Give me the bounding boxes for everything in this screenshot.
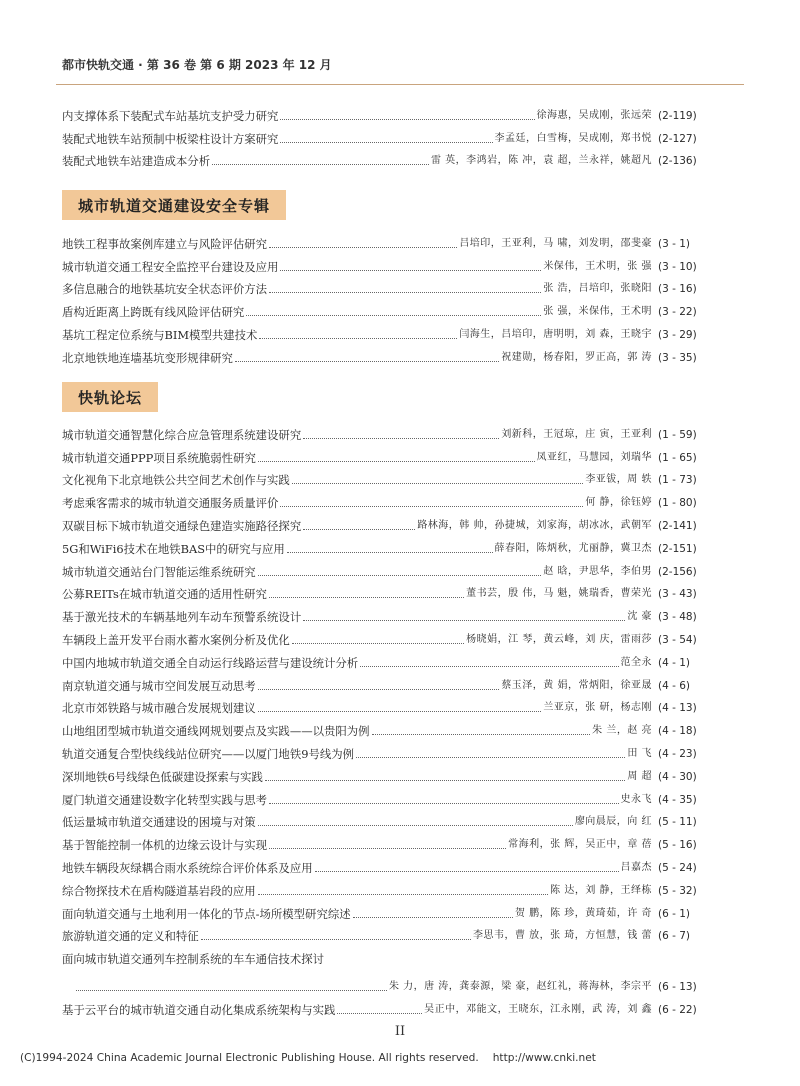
- entry-page: (5 - 32): [658, 884, 697, 897]
- dot-leader: [265, 780, 625, 781]
- dot-leader: [269, 848, 506, 849]
- entry-authors: 张 强，米保伟，王术明: [543, 306, 652, 318]
- dot-leader: [269, 803, 618, 804]
- toc-entry[interactable]: [62, 442, 716, 465]
- entry-authors: 朱 兰，赵 亮: [592, 725, 652, 737]
- dot-leader: [303, 620, 625, 621]
- entry-authors: 路林海，韩 帅，孙捷城，刘家海，胡冰冰，武朝军: [417, 519, 652, 531]
- dot-leader: [258, 711, 542, 712]
- dot-leader: [259, 338, 457, 339]
- dot-leader: [372, 734, 591, 735]
- entry-authors: 吴正中，邓能文，王晓东，江永刚，武 涛，刘 鑫: [424, 1003, 652, 1015]
- entry-authors: 董书芸，殷 伟，马 魁，姚瑞香，曹荣光: [466, 588, 652, 600]
- entry-page: (3 - 22): [658, 306, 697, 319]
- entry-page: (1 - 59): [658, 428, 697, 441]
- entry-title: 文化视角下北京地铁公共空间艺术创作与实践: [62, 473, 290, 488]
- toc-entry[interactable]: [62, 807, 716, 830]
- dot-leader: [258, 825, 573, 826]
- dot-leader: [258, 689, 500, 690]
- entry-title: 南京轨道交通与城市空间发展互动思考: [62, 678, 256, 693]
- entry-authors: 田 飞: [627, 747, 652, 759]
- entry-page: (6 - 22): [658, 1003, 697, 1016]
- dot-leader: [76, 990, 387, 991]
- entry-authors: 常海利，张 辉，吴正中，章 蓓: [508, 839, 652, 851]
- entry-page: (4 - 6): [658, 679, 691, 692]
- entry-authors: 李孟廷，白雪梅，吴成刚，郑书悦: [494, 132, 652, 144]
- entry-page: (3 - 1): [658, 237, 691, 250]
- dot-leader: [315, 871, 619, 872]
- footer-copyright: (C)1994-2024 China Academic Journal Electronic Publishing House. All rights reserved.: [20, 1052, 479, 1064]
- dot-leader: [292, 643, 464, 644]
- entry-authors: 周 超: [627, 770, 652, 782]
- entry-authors: 凤亚红，马慧园，刘瑞华: [536, 451, 652, 463]
- entry-authors: 米保伟，王术明，张 强: [543, 260, 652, 272]
- toc-entry[interactable]: [62, 875, 716, 898]
- entry-page: (1 - 73): [658, 474, 697, 487]
- toc-entry[interactable]: [62, 784, 716, 807]
- entry-authors: 李亚钹，周 轶: [585, 474, 652, 486]
- toc-entry[interactable]: [62, 123, 716, 146]
- toc-entry[interactable]: [62, 579, 716, 602]
- dot-leader: [246, 315, 541, 316]
- page-number: II: [394, 1024, 406, 1039]
- dot-leader: [337, 1013, 422, 1014]
- toc-entry[interactable]: [62, 693, 716, 716]
- entry-authors: 吕培印，王亚利，马 啸，刘发明，邵斐豪: [459, 237, 652, 249]
- dot-leader: [269, 292, 541, 293]
- entry-title: 5G和WiFi6技术在地铁BAS中的研究与应用: [62, 541, 285, 556]
- entry-title: 深圳地铁6号线绿色低碳建设探索与实践: [62, 769, 263, 784]
- entry-title: 多信息融合的地铁基坑安全状态评价方法: [62, 282, 268, 297]
- toc-entry[interactable]: [62, 994, 716, 1017]
- toc-entry[interactable]: [62, 647, 716, 670]
- dot-leader: [269, 247, 457, 248]
- entry-authors: 赵 晗，尹思华，李伯男: [543, 565, 652, 577]
- entry-title: 基于智能控制一体机的边缘云设计与实现: [62, 838, 268, 853]
- entry-page: (5 - 11): [658, 816, 697, 829]
- dot-leader: [287, 552, 493, 553]
- toc-entry[interactable]: [62, 487, 716, 510]
- toc-entry[interactable]: [62, 319, 716, 342]
- entry-authors: 杨晓娟，江 琴，黄云峰，刘 庆，雷雨莎: [466, 633, 652, 645]
- dot-leader: [201, 939, 471, 940]
- entry-title: 城市轨道交通工程安全监控平台建设及应用: [62, 259, 279, 274]
- dot-leader: [258, 575, 542, 576]
- entry-page: (3 - 54): [658, 633, 697, 646]
- entry-authors: 徐海惠，吴成刚，张远荣: [536, 109, 652, 121]
- entry-title: 城市轨道交通PPP项目系统脆弱性研究: [62, 450, 256, 465]
- dot-leader: [269, 597, 464, 598]
- toc-entry[interactable]: [62, 146, 716, 169]
- entry-title: 公募REITs在城市轨道交通的适用性研究: [62, 587, 267, 602]
- entry-title: 城市轨道交通站台门智能运维系统研究: [62, 564, 256, 579]
- header-rule: [56, 84, 744, 85]
- entry-page: (4 - 18): [658, 725, 697, 738]
- toc-list-top: [62, 100, 716, 168]
- toc-entry[interactable]: [62, 342, 716, 365]
- entry-authors: 闫海生，吕培印，唐明明，刘 森，王晓宇: [459, 328, 652, 340]
- toc-entry[interactable]: [62, 715, 716, 738]
- entry-page: (2-127): [658, 132, 697, 145]
- entry-authors: 沈 豪: [627, 611, 652, 623]
- entry-page: (5 - 24): [658, 861, 697, 874]
- entry-title: 厦门轨道交通建设数字化转型实践与思考: [62, 792, 268, 807]
- dot-leader: [303, 438, 499, 439]
- entry-page: (2-141): [658, 519, 697, 532]
- toc-list-safety: [62, 228, 716, 365]
- entry-title: 轨道交通复合型快线线站位研究——以厦门地铁9号线为例: [62, 746, 355, 761]
- entry-page: (3 - 35): [658, 351, 697, 364]
- entry-authors: 廖向晨辰，向 红: [574, 816, 652, 828]
- entry-title: 地铁工程事故案例库建立与风险评估研究: [62, 236, 268, 251]
- toc-entry[interactable]: [62, 921, 716, 944]
- toc-entry[interactable]: [62, 761, 716, 784]
- dot-leader: [292, 483, 583, 484]
- dot-leader: [212, 164, 429, 165]
- entry-authors: 贺 鹏，陈 珍，黄琦茹，许 奇: [514, 907, 652, 919]
- entry-page: (4 - 13): [658, 702, 697, 715]
- entry-title: 低运量城市轨道交通建设的困境与对策: [62, 815, 256, 830]
- dot-leader: [258, 461, 535, 462]
- entry-title: 基坑工程定位系统与BIM模型共建技术: [62, 327, 258, 342]
- entry-page: (3 - 16): [658, 283, 697, 296]
- entry-title: 内支撑体系下装配式车站基坑支护受力研究: [62, 108, 279, 123]
- entry-authors: 范全永: [620, 656, 652, 668]
- entry-authors: 薛春阳，陈炳秋，尤丽静，冀卫杰: [494, 542, 652, 554]
- entry-authors: 朱 力，唐 涛，龚泰源，梁 豪，赵红礼，蒋海林，李宗平: [388, 981, 652, 993]
- entry-authors: 蔡玉泽，黄 娟，常炳阳，徐亚晟: [501, 679, 652, 691]
- toc-entry[interactable]: [62, 533, 716, 556]
- entry-page: (6 - 7): [658, 930, 691, 943]
- toc-entry[interactable]: [62, 465, 716, 488]
- entry-title: 山地组团型城市轨道交通线网规划要点及实践——以贵阳为例: [62, 724, 370, 739]
- entry-page: (2-119): [658, 109, 697, 122]
- entry-title: 中国内地城市轨道交通全自动运行线路运营与建设统计分析: [62, 655, 359, 670]
- toc-entry[interactable]: [62, 556, 716, 579]
- toc-list-forum: [62, 419, 716, 1017]
- entry-title: 综合物探技术在盾构隧道基岩段的应用: [62, 883, 256, 898]
- toc-entry[interactable]: [62, 510, 716, 533]
- dot-leader: [303, 529, 415, 530]
- entry-authors: 张 浩，吕培印，张晓阳: [543, 283, 652, 295]
- toc-entry[interactable]: [62, 829, 716, 852]
- entry-page: (5 - 16): [658, 839, 697, 852]
- entry-page: (4 - 23): [658, 747, 697, 760]
- entry-page: (2-136): [658, 155, 697, 168]
- dot-leader: [235, 361, 499, 362]
- entry-page: (3 - 48): [658, 611, 697, 624]
- entry-authors: 祝建勋，杨春阳，罗正高，郭 涛: [501, 351, 652, 363]
- entry-page: (1 - 80): [658, 497, 697, 510]
- toc-entry[interactable]: [62, 670, 716, 693]
- dot-leader: [280, 506, 583, 507]
- entry-title: 装配式地铁车站预制中板梁柱设计方案研究: [62, 131, 279, 146]
- entry-authors: 吕嘉杰: [620, 861, 652, 873]
- entry-page: (6 - 1): [658, 907, 691, 920]
- entry-title: 北京地铁地连墙基坑变形规律研究: [62, 350, 233, 365]
- dot-leader: [360, 666, 618, 667]
- journal-header: 都市快轨交通 · 第 36 卷 第 6 期 2023 年 12 月: [62, 58, 332, 72]
- dot-leader: [353, 917, 513, 918]
- dot-leader: [280, 142, 492, 143]
- toc-entry[interactable]: [62, 296, 716, 319]
- entry-title: 装配式地铁车站建造成本分析: [62, 154, 211, 169]
- entry-authors: 雷 英，李鸿岩，陈 冲，袁 超，兰永祥，姚超凡: [430, 155, 652, 167]
- entry-title: 旅游轨道交通的定义和特征: [62, 929, 199, 944]
- dot-leader: [258, 894, 548, 895]
- entry-authors: 史永飞: [620, 793, 652, 805]
- entry-title: 考虑乘客需求的城市轨道交通服务质量评价: [62, 496, 279, 511]
- entry-title: 基于激光技术的车辆基地列车动车预警系统设计: [62, 610, 302, 625]
- toc-entry[interactable]: [62, 228, 716, 251]
- dot-leader: [280, 270, 541, 271]
- entry-page: (4 - 30): [658, 770, 697, 783]
- dot-leader: [280, 119, 534, 120]
- entry-authors: 何 静，徐钰婷: [585, 497, 652, 509]
- toc-entry[interactable]: [62, 251, 716, 274]
- entry-title: 车辆段上盖开发平台雨水蓄水案例分析及优化: [62, 632, 290, 647]
- entry-authors: 李思韦，曹 放，张 琦，方恒慧，钱 蕾: [472, 930, 652, 942]
- entry-page: (4 - 1): [658, 656, 691, 669]
- toc-entry-long-title[interactable]: [62, 943, 716, 966]
- entry-title: 盾构近距离上跨既有线风险评估研究: [62, 305, 245, 320]
- entry-title: 地铁车辆段灰绿耦合雨水系统综合评价体系及应用: [62, 860, 313, 875]
- dot-leader: [356, 757, 625, 758]
- entry-title: 基于云平台的城市轨道交通自动化集成系统架构与实践: [62, 1002, 336, 1017]
- section-title-safety: 城市轨道交通建设安全专辑: [62, 190, 286, 220]
- entry-page: (2-156): [658, 565, 697, 578]
- entry-page: (3 - 10): [658, 260, 697, 273]
- toc-entry[interactable]: [62, 601, 716, 624]
- entry-page: (3 - 29): [658, 328, 697, 341]
- footer-url[interactable]: http://www.cnki.net: [492, 1052, 596, 1064]
- entry-title: 双碳目标下城市轨道交通绿色建造实施路径探究: [62, 518, 302, 533]
- toc-entry[interactable]: [62, 624, 716, 647]
- toc-entry[interactable]: [62, 274, 716, 297]
- toc-entry[interactable]: [62, 738, 716, 761]
- toc-entry[interactable]: [62, 852, 716, 875]
- entry-title: 城市轨道交通智慧化综合应急管理系统建设研究: [62, 427, 302, 442]
- entry-page: (6 - 13): [658, 981, 697, 994]
- entry-page: (1 - 65): [658, 451, 697, 464]
- entry-page: (2-151): [658, 542, 697, 555]
- toc-entry-long-continuation[interactable]: [62, 966, 716, 994]
- footer: [0, 1046, 800, 1070]
- entry-page: (3 - 43): [658, 588, 697, 601]
- section-title-forum: 快轨论坛: [62, 382, 158, 412]
- entry-title: 北京市郊铁路与城市融合发展规划建议: [62, 701, 256, 716]
- entry-title: 面向城市轨道交通列车控制系统的车车通信技术探讨: [62, 952, 324, 967]
- entry-authors: 刘新科，王冠琼，庄 寅，王亚利: [501, 428, 652, 440]
- entry-authors: 陈 达，刘 静，王绎栋: [550, 884, 652, 896]
- toc-entry[interactable]: [62, 898, 716, 921]
- entry-title: 面向轨道交通与土地利用一体化的节点-场所模型研究综述: [62, 906, 351, 921]
- toc-entry[interactable]: [62, 100, 716, 123]
- entry-authors: 兰亚京，张 研，杨志刚: [543, 702, 652, 714]
- toc-entry[interactable]: [62, 419, 716, 442]
- entry-page: (4 - 35): [658, 793, 697, 806]
